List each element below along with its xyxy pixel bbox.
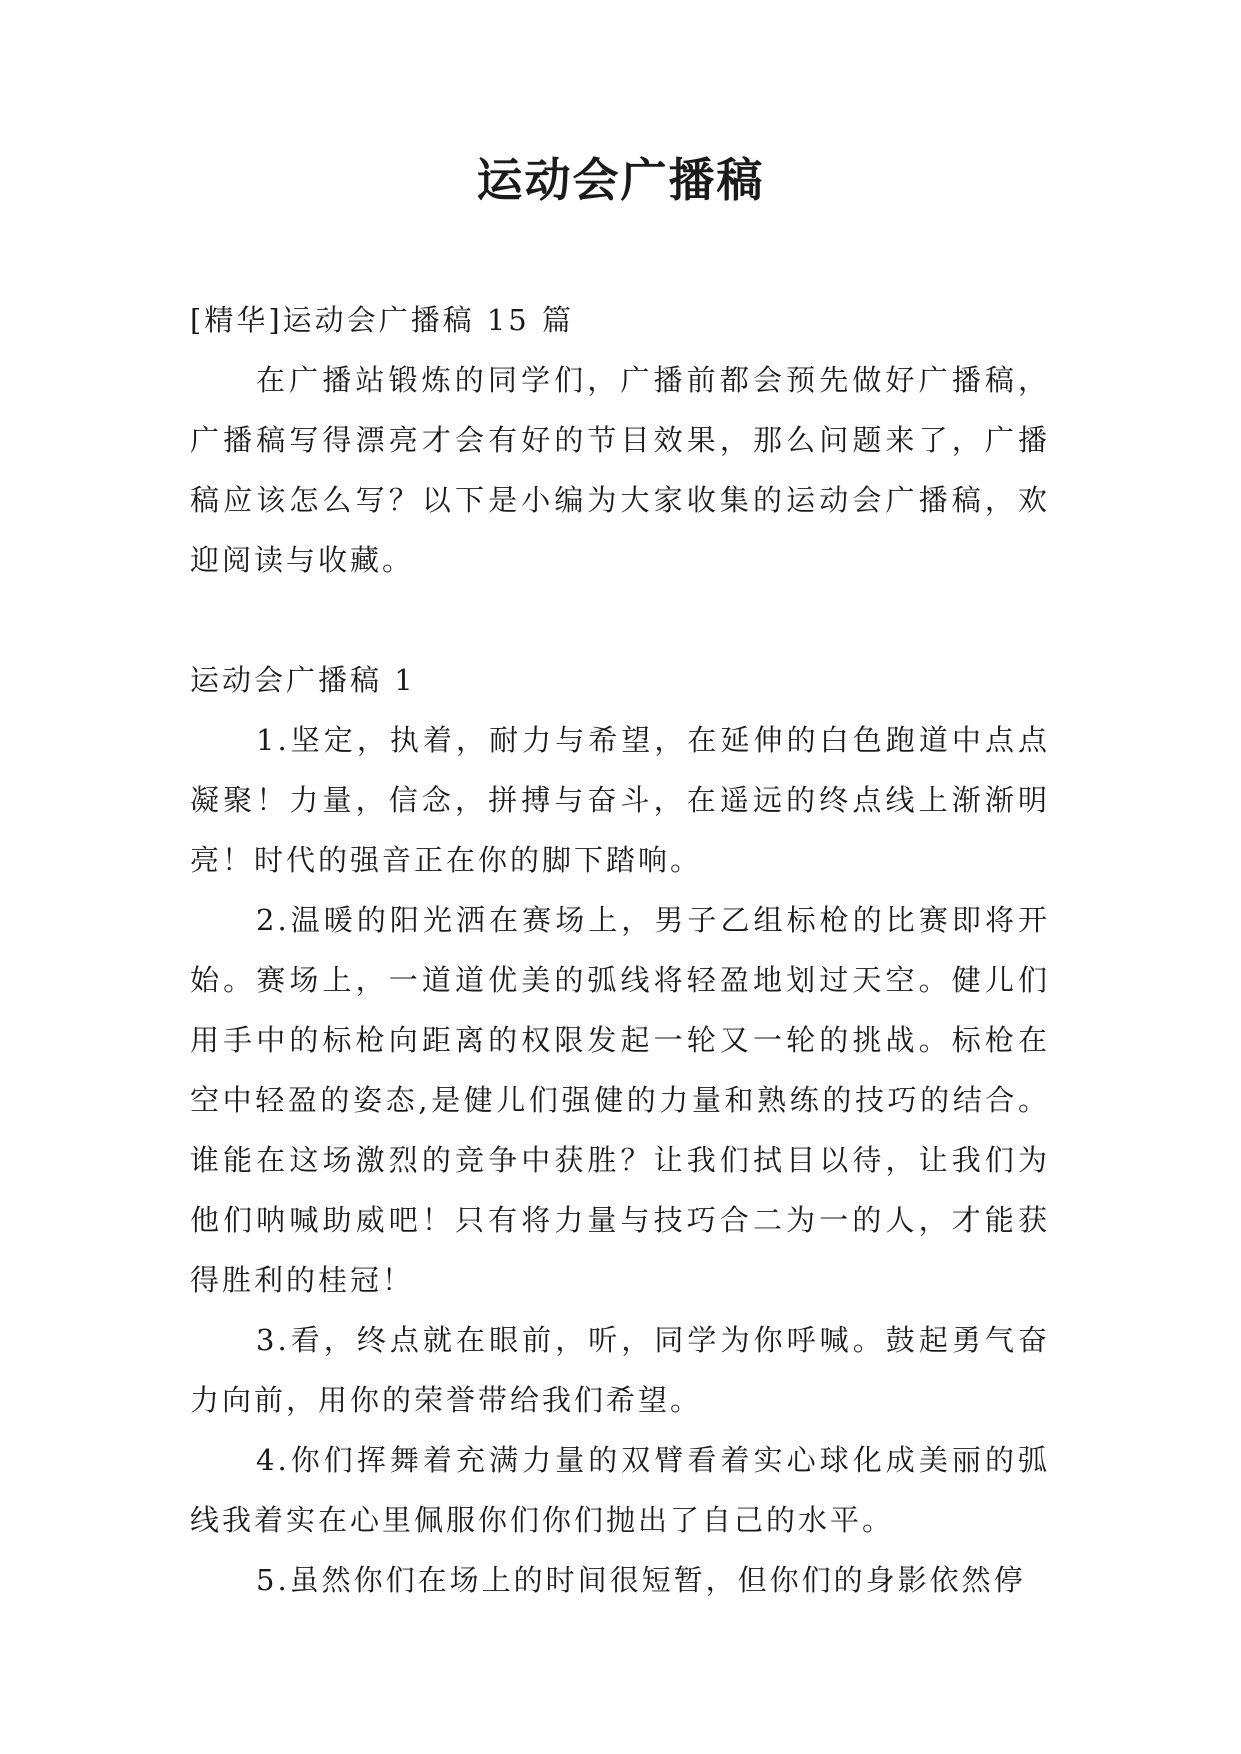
document-subtitle: [精华]运动会广播稿 15 篇 bbox=[190, 303, 574, 337]
intro-paragraph: 在广播站锻炼的同学们，广播前都会预先做好广播稿，广播稿写得漂亮才会有好的节目效果，那么问题来了，广播稿应该怎么写？以下是小编为大家收集的运动会广播稿，欢迎阅读与收藏。 bbox=[190, 363, 1050, 577]
list-item: 1.坚定，执着，耐力与希望，在延伸的白色跑道中点点凝聚！力量，信念，拼搏与奋斗，在遥远的终点线上渐渐明亮！时代的强音正在你的脚下踏响。 bbox=[190, 723, 1050, 877]
document-body bbox=[190, 290, 1050, 1610]
list-item: 2.温暖的阳光洒在赛场上，男子乙组标枪的比赛即将开始。赛场上，一道道优美的弧线将轻盈地划过天空。健儿们用手中的标枪向距离的权限发起一轮又一轮的挑战。标枪在空中轻盈的姿态,是健儿们强健的力量和熟练的技巧的结合。谁能在这场激烈的竞争中获胜？让我们拭目以待，让我们为他们呐喊助威吧！只有将力量与技巧合二为一的人，才能获得胜利的桂冠！ bbox=[190, 903, 1050, 1297]
document-title: 运动会广播稿 bbox=[476, 153, 765, 207]
section-heading: 运动会广播稿 1 bbox=[190, 663, 416, 697]
list-item: 4.你们挥舞着充满力量的双臂看着实心球化成美丽的弧线我着实在心里佩服你们你们抛出了自己的水平。 bbox=[190, 1443, 1050, 1537]
list-item: 3.看，终点就在眼前，听，同学为你呼喊。鼓起勇气奋力向前，用你的荣誉带给我们希望。 bbox=[190, 1323, 1050, 1417]
list-item: 5.虽然你们在场上的时间很短暂，但你们的身影依然停 bbox=[256, 1563, 1026, 1597]
